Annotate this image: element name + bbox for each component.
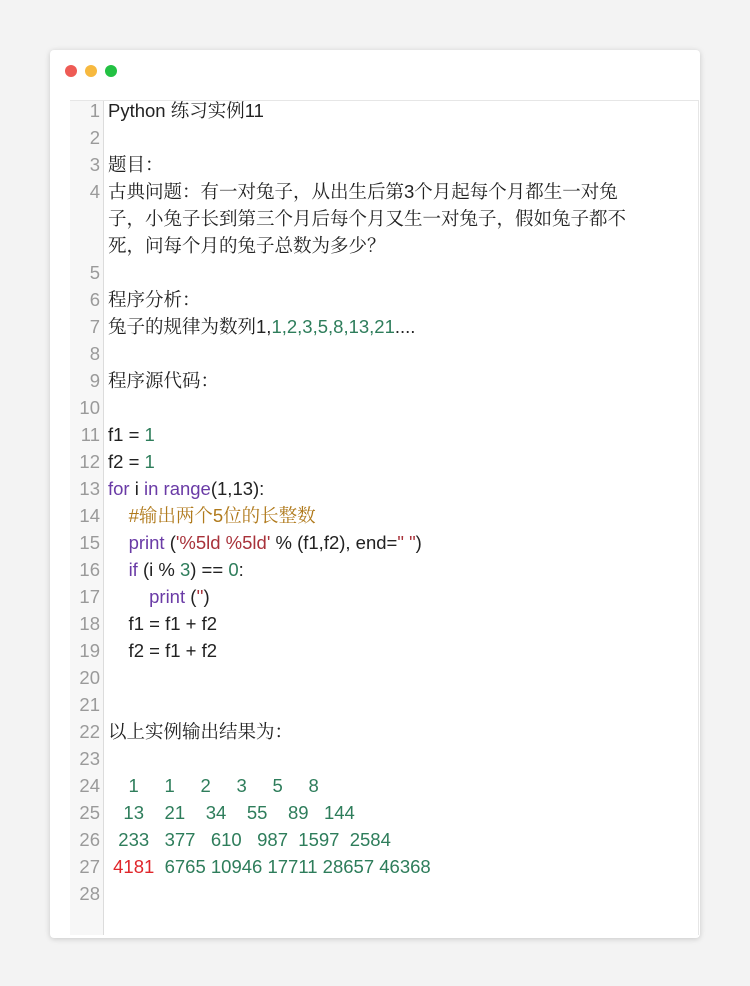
line-content <box>100 313 415 340</box>
code-token: range <box>163 478 211 499</box>
code-token: 6765 10946 17711 28657 46368 <box>154 856 431 877</box>
line-number: 4 <box>89 181 100 202</box>
code-token <box>108 505 129 526</box>
code-token <box>108 559 129 580</box>
code-line <box>70 826 698 853</box>
code-editor[interactable] <box>70 100 699 935</box>
line-number: 3 <box>89 154 100 175</box>
code-line <box>70 691 698 718</box>
line-content <box>100 745 108 772</box>
line-number: 2 <box>89 127 100 148</box>
code-line <box>70 421 698 448</box>
line-number: 12 <box>79 451 100 472</box>
code-token: 13 21 34 55 89 144 <box>108 802 355 823</box>
line-number: 25 <box>79 802 100 823</box>
line-content <box>100 394 108 421</box>
line-number: 18 <box>79 613 100 634</box>
code-line <box>70 232 698 259</box>
code-token: 1 <box>144 451 155 472</box>
code-line <box>70 178 698 205</box>
code-token: i <box>129 478 144 499</box>
line-content <box>100 502 316 529</box>
line-content <box>100 664 108 691</box>
code-line <box>70 772 698 799</box>
line-content <box>100 232 386 259</box>
line-content <box>100 151 164 178</box>
line-content <box>100 448 155 475</box>
line-content <box>100 556 244 583</box>
code-line <box>70 151 698 178</box>
code-line <box>70 745 698 772</box>
line-content <box>100 475 264 502</box>
line-content <box>100 799 355 826</box>
code-token <box>108 532 129 553</box>
line-number: 13 <box>79 478 100 499</box>
code-token: 死，问每个月的兔子总数为多少？ <box>108 235 386 256</box>
line-number: 11 <box>80 424 100 445</box>
code-token: 3 <box>179 559 191 580</box>
line-content <box>100 124 108 151</box>
line-content <box>100 610 217 637</box>
line-content <box>100 340 108 367</box>
close-button[interactable] <box>65 65 77 77</box>
line-content <box>100 880 108 907</box>
line-number: 19 <box>79 640 100 661</box>
line-number: 24 <box>79 775 100 796</box>
code-line <box>70 610 698 637</box>
code-token: (i % <box>137 559 180 580</box>
code-line <box>70 475 698 502</box>
code-token: 程序分析： <box>108 289 201 310</box>
line-content <box>100 421 155 448</box>
line-content <box>100 178 618 205</box>
line-content <box>100 286 201 313</box>
code-line <box>70 367 698 394</box>
window-controls <box>65 65 117 77</box>
code-line <box>70 205 698 232</box>
editor-window <box>50 50 700 938</box>
code-token: in <box>143 478 159 499</box>
code-token: (1,13): <box>210 478 265 499</box>
code-line <box>70 583 698 610</box>
line-number: 17 <box>79 586 100 607</box>
line-content <box>100 583 210 610</box>
code-token: ( <box>185 586 197 607</box>
code-token: f2 = <box>108 451 145 472</box>
code-token: ) <box>415 532 422 553</box>
code-line <box>70 313 698 340</box>
code-line <box>70 718 698 745</box>
line-number: 9 <box>89 370 100 391</box>
line-number: 23 <box>79 748 100 769</box>
code-token: for <box>108 478 130 499</box>
line-content <box>100 772 319 799</box>
code-line <box>70 97 698 124</box>
line-content <box>100 691 108 718</box>
line-number: 10 <box>79 397 100 418</box>
code-line <box>70 529 698 556</box>
code-line <box>70 556 698 583</box>
code-token: Python 练习实例11 <box>108 100 264 121</box>
code-token: f2 = f1 + f2 <box>108 640 218 661</box>
minimize-button[interactable] <box>85 65 97 77</box>
code-lines <box>70 97 698 907</box>
code-token: 子，小兔子长到第三个月后每个月又生一对兔子，假如兔子都不 <box>108 208 627 229</box>
code-token: " " <box>397 532 416 553</box>
code-line <box>70 664 698 691</box>
line-number: 21 <box>79 694 100 715</box>
code-token: #输出两个5位的长整数 <box>128 505 316 526</box>
code-token: 以上实例输出结果为： <box>108 721 294 742</box>
line-number: 20 <box>79 667 100 688</box>
code-line <box>70 259 698 286</box>
code-token: '' <box>196 586 204 607</box>
line-content <box>100 529 422 556</box>
code-token: 兔子的规律为数列1, <box>108 316 272 337</box>
code-token: 1 1 2 3 5 8 <box>108 775 319 796</box>
code-token: print <box>149 586 186 607</box>
line-content <box>100 853 431 880</box>
code-token: 程序源代码： <box>108 370 220 391</box>
line-number <box>70 232 100 259</box>
code-token: 1,2,3,5,8,13,21 <box>271 316 395 337</box>
code-token: ( <box>164 532 176 553</box>
line-content <box>100 205 626 232</box>
code-line <box>70 637 698 664</box>
code-token: 古典问题：有一对兔子，从出生后第3个月起每个月都生一对兔 <box>108 181 618 202</box>
line-content <box>100 826 391 853</box>
code-token: ) == <box>190 559 229 580</box>
code-token: % (f1,f2), end= <box>270 532 398 553</box>
code-token <box>108 586 149 607</box>
code-token: : <box>238 559 244 580</box>
code-line <box>70 799 698 826</box>
code-line <box>70 448 698 475</box>
line-number: 7 <box>89 316 100 337</box>
code-token: ) <box>203 586 210 607</box>
line-number: 6 <box>89 289 100 310</box>
line-content <box>100 259 108 286</box>
code-token: 题目： <box>108 154 164 175</box>
code-line <box>70 394 698 421</box>
line-number: 1 <box>89 100 100 121</box>
code-line <box>70 340 698 367</box>
line-number: 8 <box>89 343 100 364</box>
code-token: .... <box>394 316 416 337</box>
code-token: if <box>128 559 138 580</box>
maximize-button[interactable] <box>105 65 117 77</box>
line-content <box>100 718 293 745</box>
code-token: print <box>128 532 165 553</box>
code-token: 0 <box>228 559 239 580</box>
code-line <box>70 124 698 151</box>
line-number: 15 <box>79 532 100 553</box>
line-number: 14 <box>79 505 100 526</box>
line-content <box>100 97 264 124</box>
code-token: 1 <box>144 424 155 445</box>
line-number: 5 <box>89 262 100 283</box>
line-number: 27 <box>79 856 100 877</box>
code-line <box>70 286 698 313</box>
code-token: f1 = f1 + f2 <box>108 613 218 634</box>
line-number: 16 <box>79 559 100 580</box>
code-line <box>70 880 698 907</box>
code-token: '%5ld %5ld' <box>175 532 271 553</box>
line-number: 28 <box>79 883 100 904</box>
line-number: 22 <box>79 721 100 742</box>
line-content <box>100 367 219 394</box>
code-line <box>70 853 698 880</box>
code-token: 4181 <box>108 856 155 877</box>
code-token: f1 = <box>108 424 145 445</box>
line-number <box>70 205 100 232</box>
code-token: 233 377 610 987 1597 2584 <box>108 829 391 850</box>
code-line <box>70 502 698 529</box>
line-content <box>100 637 217 664</box>
line-number: 26 <box>79 829 100 850</box>
